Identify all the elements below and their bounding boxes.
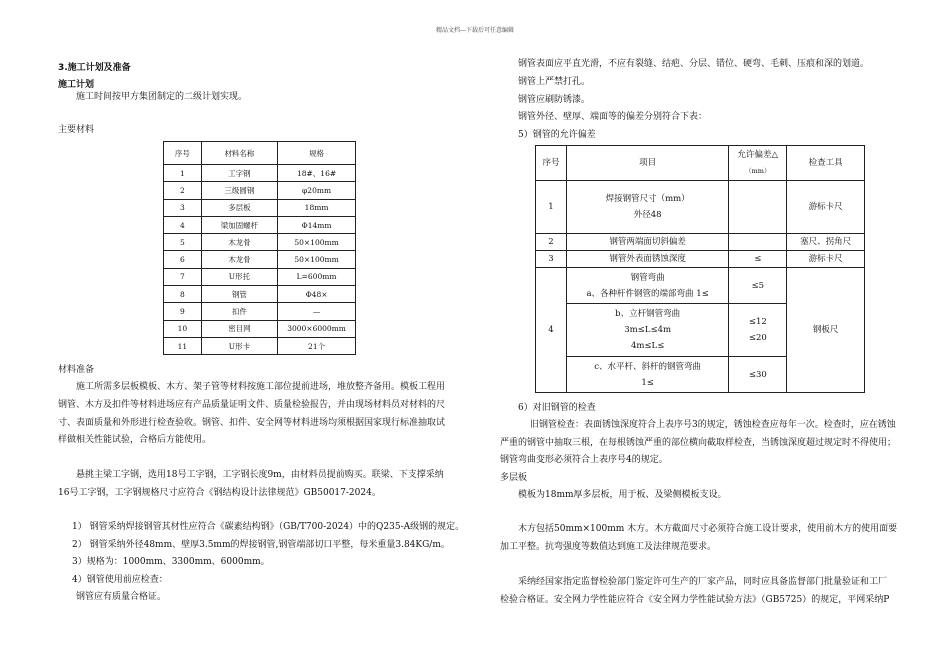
board-heading: 多层板	[500, 473, 528, 483]
right-line-2: 钢管上严禁打孔。	[518, 77, 591, 87]
item-2: 2） 钢管采纳外径48mm、壁厚3.5mm的焊接钢管,钢管端部切口平整，每米重量3.84KG/m。	[72, 540, 450, 550]
t2-h-tool: 检查工具	[787, 146, 865, 181]
t2-r4a-item	[566, 268, 728, 304]
table-cell: 50×100mm	[278, 251, 356, 268]
board-text: 模板为18mm厚多层板，用于板、及梁侧模板支设。	[518, 490, 727, 500]
t2-h-item: 项目	[566, 146, 728, 181]
table-cell: 6	[164, 251, 202, 268]
t2-r4b-item-c: 4m≤L≤	[630, 341, 665, 351]
wood-line-1: 木方包括50mm×100mm 木方。木方截面尺寸必须符合施工设计要求，使用前木方的使用面要	[518, 524, 898, 534]
t2-r2-item: 钢管两端面切斜偏差	[566, 234, 728, 251]
page-header: 精品文档---下载后可任意编辑	[435, 27, 515, 34]
table-cell: 工字钢	[201, 165, 277, 182]
materials-table	[163, 141, 356, 355]
right-line-1: 钢管表面应平直光滑，不应有裂缝、结疤、分层、错位、硬弯、毛刺、压痕和深的划道。	[518, 59, 870, 69]
table-row	[164, 286, 356, 303]
table-cell: 11	[164, 337, 202, 354]
table-cell: 密目网	[201, 320, 277, 337]
t2-r3-dev: ≤	[729, 251, 787, 268]
table-row	[164, 199, 356, 216]
table-row	[164, 182, 356, 199]
item-1: 1） 钢管采纳焊接钢管其材性应符合《碳素结构钢》（GB/T700-2024）中的Q235-A级钢的规定。	[72, 522, 465, 532]
old-line-2: 严重的钢管中抽取三根，在每根锈蚀严重的部位横向截取样检查，当锈蚀深度超过规定时不得使用；	[500, 438, 897, 448]
t2-r4b-dev-b: ≤20	[748, 333, 767, 343]
materials-header-cell: 材料名称	[201, 142, 277, 165]
t2-h-no: 序号	[536, 146, 567, 181]
section-title: 3.施工计划及准备	[58, 63, 131, 73]
prep-line-3: 寸、表面质量和外形进行检查验收。钢管、扣件、安全网等材料进场均须根据国家现行标准抽取试	[58, 418, 446, 428]
table-cell: 5	[164, 234, 202, 251]
table-cell: —	[278, 303, 356, 320]
t2-r1-no: 1	[536, 181, 567, 234]
plan-heading: 施工计划	[58, 80, 95, 90]
t2-r2-dev	[729, 234, 787, 251]
item-3: 3）规格为：1000mm、3300mm、6000mm。	[72, 557, 270, 567]
item-4-text: 钢管应有质量合格证。	[76, 592, 167, 602]
table-cell: 18#、16#	[278, 165, 356, 182]
beam-line-1: 悬挑主梁工字钢，选用18号工字钢，工字钢长度9m，由材料员提前购买。联梁、下支撑采纳	[76, 470, 444, 480]
table-cell: 梁加固螺杆	[201, 216, 277, 233]
t2-r4c-item-a: c、水平杆、斜杆的钢管弯曲	[594, 361, 702, 372]
t2-r4b-dev-a: ≤12	[748, 317, 767, 327]
table-cell: 木龙骨	[201, 234, 277, 251]
t2-h-dev-1: 允许偏差△	[737, 150, 779, 160]
table-cell: U形托	[201, 268, 277, 285]
t2-r1-item	[566, 181, 728, 234]
table-cell: 1	[164, 165, 202, 182]
table-cell: 2	[164, 182, 202, 199]
table-cell: 21个	[278, 337, 356, 354]
t2-r4c-dev: ≤30	[729, 357, 787, 393]
table-cell: 扣件	[201, 303, 277, 320]
table-cell: Φ48×	[278, 286, 356, 303]
materials-header-cell: 序号	[164, 142, 202, 165]
t2-r4-tool: 钢板尺	[787, 268, 865, 393]
beam-line-2: 16号工字钢，工字钢规格尺寸应符合《钢结构设计法律规范》GB50017-2024。	[58, 488, 381, 498]
t2-r4b-item-b: 3m≤L≤4m	[624, 325, 672, 335]
old-line-3: 钢管弯曲变形必须符合上表序号4的规定。	[500, 455, 668, 465]
table-cell: 3	[164, 199, 202, 216]
t2-r4b-item-a: b、立杆钢管弯曲	[615, 309, 681, 319]
t2-r3-no: 3	[536, 251, 567, 268]
t2-r4a-item-b: a、各种杆件钢管的端部弯曲 1≤	[586, 288, 709, 299]
item-6: 6）对旧钢管的检查	[518, 403, 596, 413]
table-cell: 4	[164, 216, 202, 233]
prep-heading: 材料准备	[58, 365, 95, 375]
t2-r1-item-b: 外径48	[633, 210, 662, 220]
t2-r3-tool: 游标卡尺	[787, 251, 865, 268]
table-cell: 3000×6000mm	[278, 320, 356, 337]
t2-r1-dev	[729, 181, 787, 234]
t2-r4c-item-b: 1≤	[641, 377, 654, 388]
table-cell: 木龙骨	[201, 251, 277, 268]
prep-line-2: 钢管、木方及扣件等材料进场应有产品质量证明文件、质量检验报告，并由现场材料员对材料的尺	[58, 400, 446, 410]
table-row	[164, 165, 356, 182]
t2-r1-tool: 游标卡尺	[787, 181, 865, 234]
table-cell: 8	[164, 286, 202, 303]
plan-text: 施工时间按甲方集团制定的二级计划实现。	[76, 92, 248, 102]
materials-header-row	[164, 142, 356, 165]
t2-r2-no: 2	[536, 234, 567, 251]
tolerance-table	[535, 145, 865, 393]
prep-line-4: 样做相关性能试验，合格后方能使用。	[58, 435, 212, 445]
table-cell: L=600mm	[278, 268, 356, 285]
t2-r4b-dev	[729, 304, 787, 357]
t2-h-dev	[729, 146, 787, 181]
table-row	[164, 216, 356, 233]
table-row	[164, 303, 356, 320]
wood-line-2: 加工平整。抗弯强度等数值达到施工及法律规范要求。	[500, 542, 717, 552]
t2-r1-item-a: 焊接钢管尺寸（mm）	[605, 194, 690, 204]
table-cell: 50×100mm	[278, 234, 356, 251]
t2-r4b-item	[566, 304, 728, 357]
right-line-3: 钢管应刷防锈漆。	[518, 95, 591, 105]
table-cell: Φ14mm	[278, 216, 356, 233]
prep-line-1: 施工所需多层板模板、木方、架子管等材料按施工部位提前进场，堆放整齐备用。模板工程用	[76, 382, 446, 392]
table-cell: 多层板	[201, 199, 277, 216]
t2-r4c-item	[566, 357, 728, 393]
t2-r2-tool: 塞尺、拐角尺	[787, 234, 865, 251]
t2-r4a-item-a: 钢管弯曲	[630, 272, 665, 283]
table-row	[164, 337, 356, 354]
table-cell: 钢管	[201, 286, 277, 303]
net-line-2: 检验合格证。安全网力学性能应符合《安全网力学性能试验方法》（GB5725）的规定，平网采纳P	[500, 595, 890, 605]
materials-header-cell: 规格	[278, 142, 356, 165]
table-row	[164, 268, 356, 285]
materials-table-body	[164, 142, 356, 355]
t2-h-dev-2: （mm）	[745, 167, 771, 175]
t2-r4a-dev: ≤5	[729, 268, 787, 304]
t2-r4-no: 4	[536, 268, 567, 393]
table-cell: 7	[164, 268, 202, 285]
net-line-1: 采纳经国家指定监督检验部门鉴定许可生产的厂家产品，同时应具备监督部门批量验证和工厂	[518, 577, 888, 587]
table-cell: φ20mm	[278, 182, 356, 199]
table-cell: 9	[164, 303, 202, 320]
table-cell: 三级圆钢	[201, 182, 277, 199]
item-4: 4）钢管使用前应检查：	[72, 575, 168, 585]
right-line-4: 钢管外径、壁厚、端面等的偏差分别符合下表：	[518, 112, 708, 122]
table-cell: 18mm	[278, 199, 356, 216]
old-line-1: 旧钢管检查：表面锈蚀深度符合上表序号3的规定，锈蚀检查应每年一次。检查时，应在锈蚀	[530, 420, 896, 430]
table-cell: U形卡	[201, 337, 277, 354]
table-cell: 10	[164, 320, 202, 337]
table-row	[164, 320, 356, 337]
item-5: 5）钢管的允许偏差	[518, 130, 596, 140]
table-row	[164, 234, 356, 251]
table-row	[164, 251, 356, 268]
t2-r3-item: 钢管外表面锈蚀深度	[566, 251, 728, 268]
materials-heading: 主要材料	[58, 125, 95, 135]
